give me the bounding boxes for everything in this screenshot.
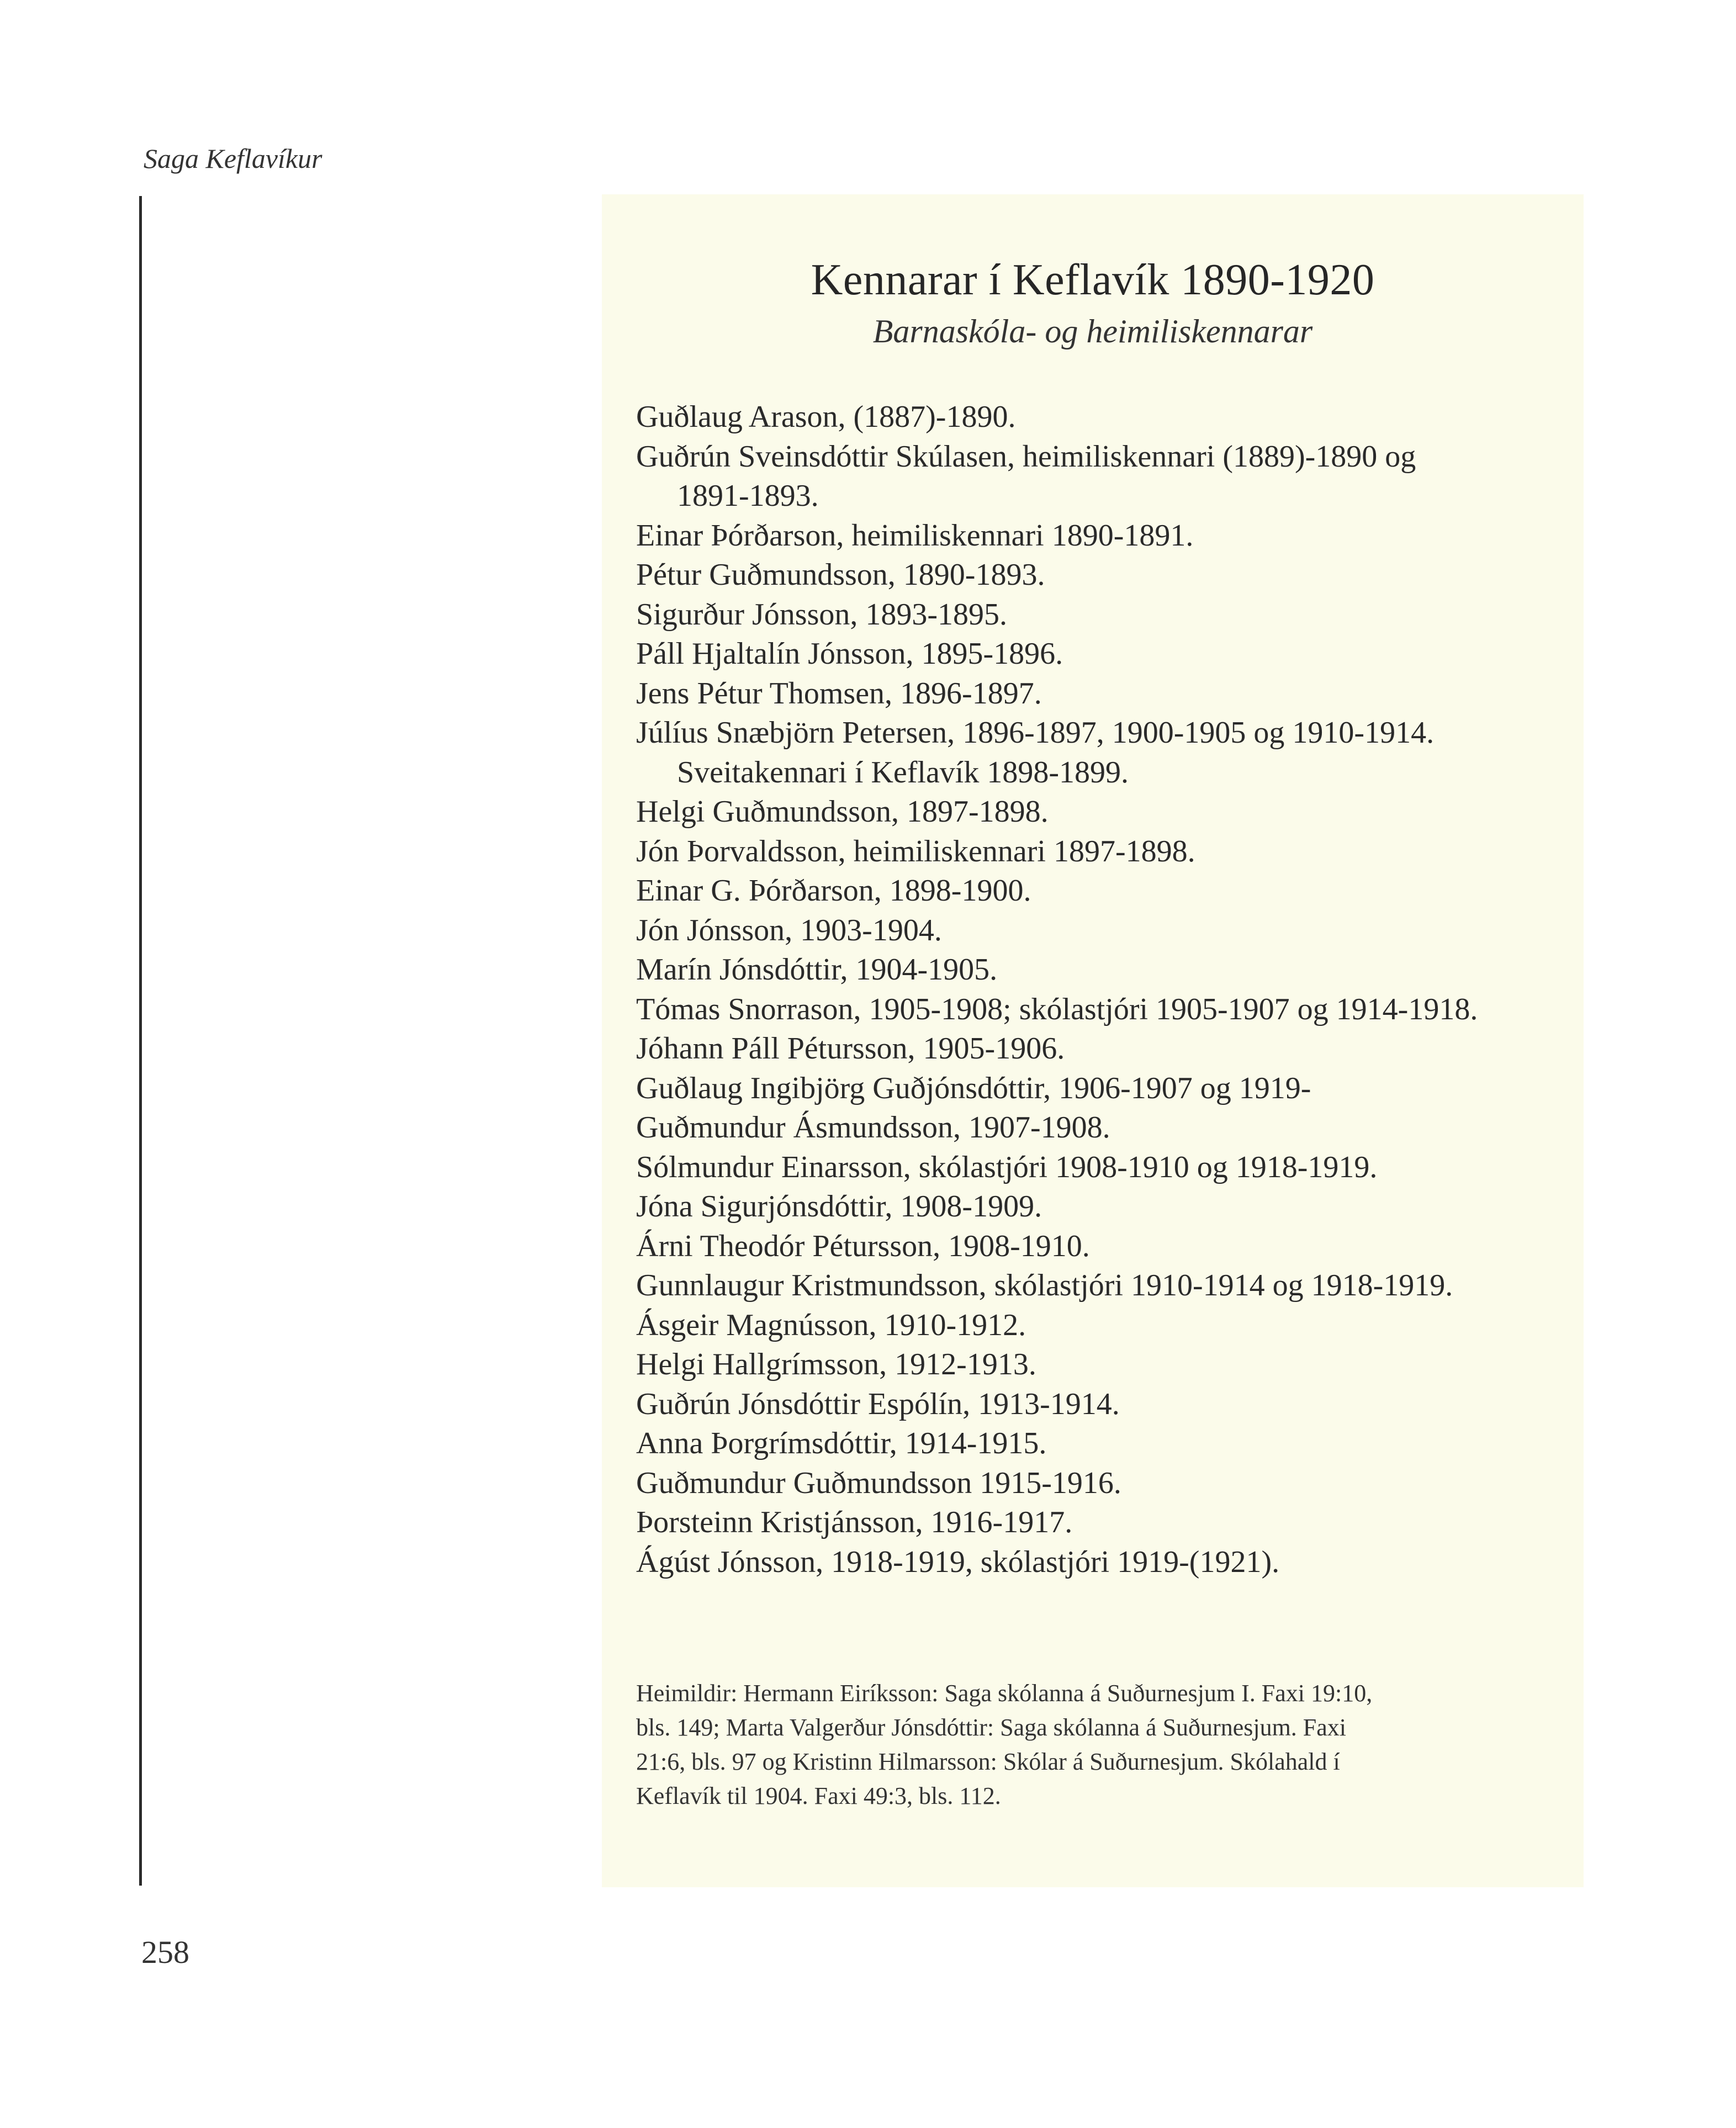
sources-note xyxy=(636,1676,1564,1813)
teacher-entry: Páll Hjaltalín Jónsson, 1895-1896. xyxy=(636,637,1063,671)
teacher-entry: Anna Þorgrímsdóttir, 1914-1915. xyxy=(636,1426,1047,1460)
teacher-entry: Ágúst Jónsson, 1918-1919, skólastjóri 1919-(1921). xyxy=(636,1544,1280,1579)
teacher-entry: Jón Þorvaldsson, heimiliskennari 1897-1898. xyxy=(636,834,1195,869)
running-head: Saga Keflavíkur xyxy=(144,143,322,174)
teacher-entry: Sigurður Jónsson, 1893-1895. xyxy=(636,597,1008,632)
teacher-entry: Jóhann Páll Pétursson, 1905-1906. xyxy=(636,1031,1065,1066)
teacher-entry: Gunnlaugur Kristmundsson, skólastjóri 1910-1914 og 1918-1919. xyxy=(636,1268,1453,1303)
teacher-entry: Guðmundur Guðmundsson 1915-1916. xyxy=(636,1465,1121,1500)
teacher-entry: Guðmundur Ásmundsson, 1907-1908. xyxy=(636,1110,1110,1145)
teacher-entry: Júlíus Snæbjörn Petersen, 1896-1897, 1900-1905 og 1910-1914. Sveitakennari í Keflavík 1898-1899. xyxy=(636,716,1435,790)
teacher-entry: Einar G. Þórðarson, 1898-1900. xyxy=(636,874,1031,908)
teacher-entry: Ásgeir Magnússon, 1910-1912. xyxy=(636,1307,1026,1342)
sources-line: bls. 149; Marta Valgerður Jónsdóttir: Saga skólanna á Suðurnesjum. Faxi xyxy=(636,1714,1347,1741)
teacher-entry: Guðrún Sveinsdóttir Skúlasen, heimiliskennari (1889)-1890 og 1891-1893. xyxy=(636,439,1416,513)
teacher-list xyxy=(636,398,1564,1582)
teacher-entry: Þorsteinn Kristjánsson, 1916-1917. xyxy=(636,1505,1073,1539)
page-number: 258 xyxy=(141,1934,189,1970)
teacher-entry: Tómas Snorrason, 1905-1908; skólastjóri 1905-1907 og 1914-1918. xyxy=(636,992,1478,1026)
teacher-entry: Einar Þórðarson, heimiliskennari 1890-1891. xyxy=(636,518,1194,553)
box-title: Kennarar í Keflavík 1890-1920 xyxy=(811,256,1375,304)
teacher-entry: Jóna Sigurjónsdóttir, 1908-1909. xyxy=(636,1189,1042,1224)
sources-line: Heimildir: Hermann Eiríksson: Saga skólanna á Suðurnesjum I. Faxi 19:10, xyxy=(636,1680,1373,1707)
box-subtitle: Barnaskóla- og heimiliskennarar xyxy=(872,313,1313,350)
sources-line: Keflavík til 1904. Faxi 49:3, bls. 112. xyxy=(636,1782,1001,1809)
teacher-entry: Guðlaug Ingibjörg Guðjónsdóttir, 1906-1907 og 1919- xyxy=(636,1071,1311,1105)
sources-line: 21:6, bls. 97 og Kristinn Hilmarsson: Skólar á Suðurnesjum. Skólahald í xyxy=(636,1748,1340,1775)
teacher-entry: Árni Theodór Pétursson, 1908-1910. xyxy=(636,1229,1090,1263)
teacher-entry: Guðlaug Arason, (1887)-1890. xyxy=(636,400,1016,434)
margin-rule xyxy=(139,196,142,1886)
teacher-entry: Sólmundur Einarsson, skólastjóri 1908-1910 og 1918-1919. xyxy=(636,1150,1378,1184)
teacher-entry: Jón Jónsson, 1903-1904. xyxy=(636,913,942,947)
teacher-entry: Marín Jónsdóttir, 1904-1905. xyxy=(636,952,998,987)
teacher-entry: Helgi Guðmundsson, 1897-1898. xyxy=(636,795,1049,829)
teacher-entry: Guðrún Jónsdóttir Espólín, 1913-1914. xyxy=(636,1386,1120,1421)
teacher-entry: Jens Pétur Thomsen, 1896-1897. xyxy=(636,676,1042,711)
teacher-entry: Helgi Hallgrímsson, 1912-1913. xyxy=(636,1347,1036,1381)
teacher-entry: Pétur Guðmundsson, 1890-1893. xyxy=(636,558,1045,592)
sidebar-box xyxy=(602,194,1584,1887)
